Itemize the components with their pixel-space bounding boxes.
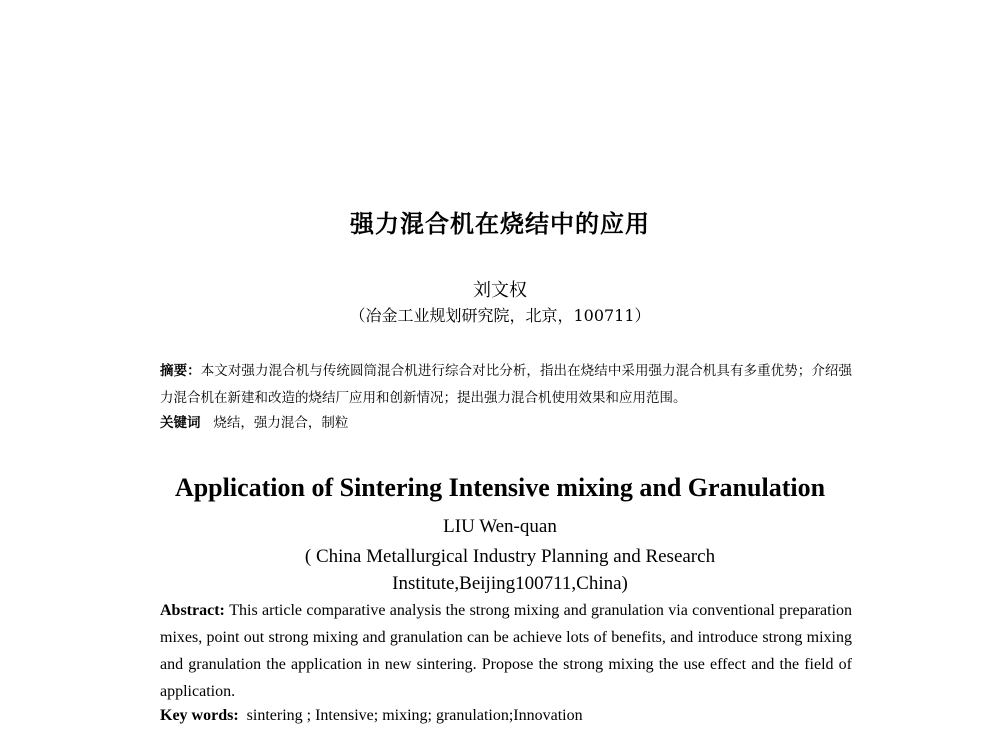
chinese-abstract-label: 摘要： [160, 363, 201, 379]
chinese-abstract-text: 本文对强力混合机与传统圆筒混合机进行综合对比分析，指出在烧结中采用强力混合机具有多重优势；介绍强力混合机在新建和改造的烧结厂应用和创新情况；提出强力混合机使用效果和应用范围。 [160, 363, 853, 406]
chinese-affiliation: （冶金工业规划研究院，北京，100711） [349, 306, 651, 325]
chinese-keywords-text: 烧结，强力混合，制粒 [213, 415, 349, 431]
english-keywords [160, 705, 852, 727]
chinese-abstract [160, 358, 852, 412]
english-abstract-text: This article comparative analysis the strong mixing and granulation via conventional preparation mixes, point out strong mixing and granulation can be achieve lots of benefits, and introduce strong mixing and granulation the application in new sintering. Propose the strong mixing the use effect and the field of application. [160, 602, 853, 700]
chinese-author: 刘文权 [473, 280, 527, 301]
english-affiliation: ( China Metallurgical Industry Planning and Research Institute,Beijing100711,China) [304, 546, 716, 594]
english-author: LIU Wen-quan [443, 516, 557, 537]
english-abstract [160, 597, 852, 705]
english-title: Application of Sintering Intensive mixing and Granulation [174, 473, 826, 502]
chinese-keywords-label: 关键词 [160, 415, 201, 431]
english-keywords-text: sintering ; Intensive; mixing; granulation;Innovation [246, 707, 583, 724]
chinese-title: 强力混合机在烧结中的应用 [350, 210, 650, 238]
chinese-keywords [160, 412, 852, 434]
english-abstract-label: Abstract: [160, 602, 225, 619]
english-keywords-label: Key words: [160, 707, 239, 724]
